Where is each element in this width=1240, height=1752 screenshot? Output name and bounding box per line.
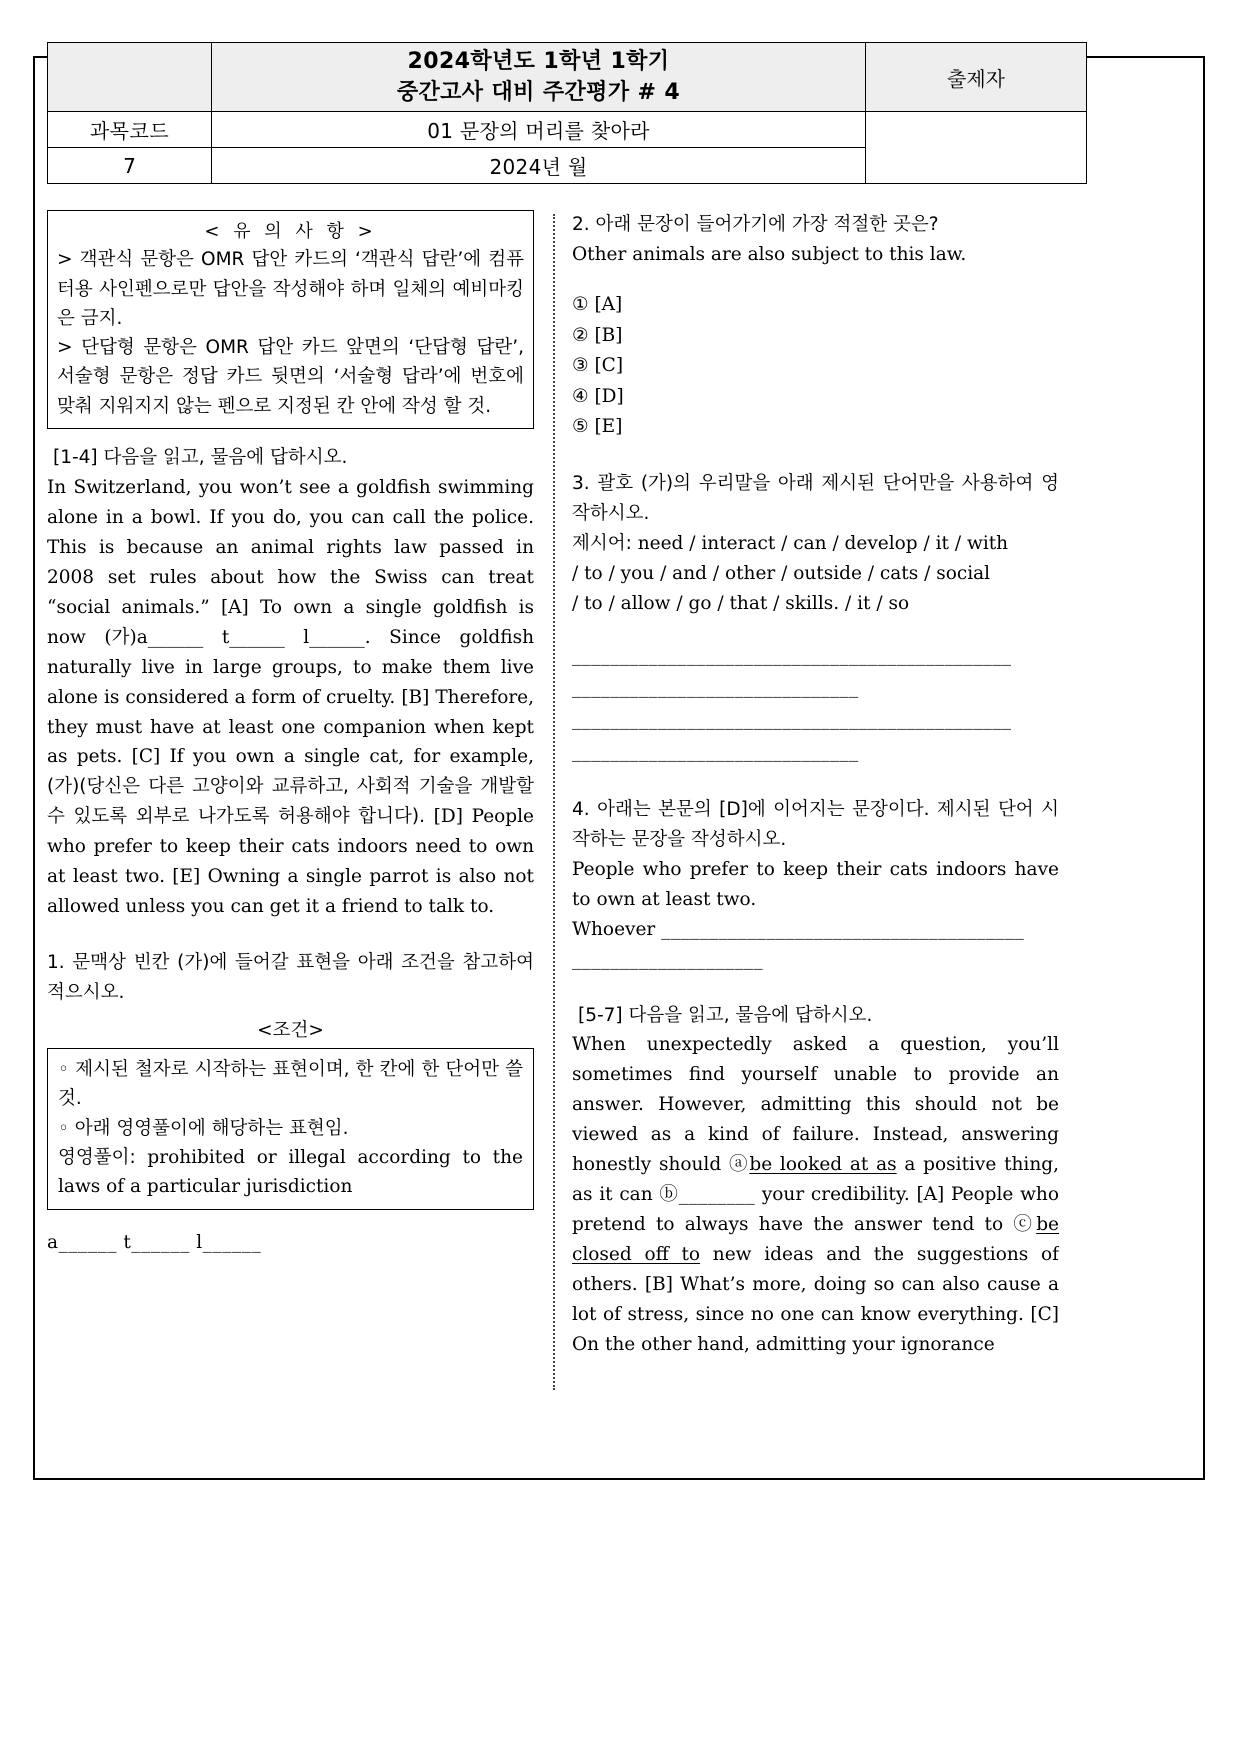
exam-date: 2024년 월 xyxy=(489,155,588,180)
condition-definition xyxy=(58,1143,523,1201)
underlined-phrase-a: be looked at as xyxy=(749,1154,897,1176)
passage-2-segment-3: your credibility. [A] People who pretend to always have the answer tend to xyxy=(572,1184,1059,1236)
page-content xyxy=(47,42,1059,1390)
condition-heading: <조건> xyxy=(257,1020,324,1042)
passage-2-segment-4: new ideas and the suggestions of others. [B] What’s more, doing so can also cause a lot of stress, since no one can know everything. [C] On the other hand, admitting your ignorance xyxy=(572,1244,1059,1356)
passage-1-korean-clause: (가)(당신은 다른 고양이와 교류하고, 사회적 기술을 개발할 수 있도록 외부로 나가도록 허용해야 합니다). xyxy=(47,776,534,828)
choice-option[interactable]: ③ [C] xyxy=(572,355,624,377)
subject-name: 01 문장의 머리를 찾아라 xyxy=(427,119,650,144)
wordbank-label: 제시어: xyxy=(572,532,638,554)
left-column xyxy=(47,210,534,1390)
condition-item-1: ◦ 제시된 철자로 시작하는 표현이며, 한 칸에 한 단어만 쓸 것. xyxy=(58,1059,523,1110)
notice-box xyxy=(47,210,534,428)
answer-line[interactable]: ______________________________________________ xyxy=(572,644,1012,666)
choice-option[interactable]: ④ [D] xyxy=(572,385,624,407)
question-4-answer-area[interactable] xyxy=(572,915,1059,975)
wordbank-line-3: / to / allow / go / that / skills. / it / so xyxy=(572,592,910,614)
answer-line[interactable]: ______________________________________ xyxy=(661,918,1025,940)
answer-line[interactable]: ______________________________________________ xyxy=(572,708,1012,730)
column-divider xyxy=(553,214,555,1390)
passage-1-part2: [D] People who prefer to keep their cats indoors need to own at least two. [E] Owning a single parrot is also not allowed unless you can get it a friend to talk to. xyxy=(47,806,534,918)
notice-title: < 유 의 사 항 > xyxy=(204,221,377,243)
passage-2-segment-1: When unexpectedly asked a question, you’ll sometimes find yourself unable to provide an answer. However, admitting this should not be viewed as a kind of failure. Instead, answering honestly should xyxy=(572,1034,1059,1176)
circled-c-marker: ⓒ xyxy=(1013,1214,1037,1236)
underlined-phrase-c: be closed off to xyxy=(572,1214,1059,1266)
wordbank-line-1: need / interact / can / develop / it / with xyxy=(637,532,1009,554)
choice-option[interactable]: ② [B] xyxy=(572,324,623,346)
spacer xyxy=(572,443,1059,469)
exam-title-line1: 2024학년도 1학년 1학기 xyxy=(407,49,670,74)
question-2-prompt: 2. 아래 문장이 들어가기에 가장 적절한 곳은? xyxy=(572,214,939,236)
exam-title-line2: 중간고사 대비 주간평가 # 4 xyxy=(396,80,681,106)
spacer xyxy=(572,769,1059,795)
passage-1-part1: In Switzerland, you won’t see a goldfish swimming alone in a bowl. If you do, you can call the police. This is because an animal rights law passed in 2008 set rules about how the Swiss can treat “social animals.” [A] To own a single goldfish is now (가)a______ t______ l______. Since goldfish naturally live in large groups, to make them live alone is considered a form of cruelty. [B] Therefore, they must have at least one companion when kept as pets. [C] If you own a single cat, for example, xyxy=(47,476,534,768)
answer-start-line[interactable] xyxy=(572,915,1059,945)
question-1-answer-blank[interactable]: a______ t______ l______ xyxy=(47,1232,262,1254)
subject-code-label-cell xyxy=(48,112,212,148)
question-1-prompt: 1. 문맥상 빈칸 (가)에 들어갈 표현을 아래 조건을 참고하여 적으시오. xyxy=(47,952,534,1004)
passage-2-body xyxy=(572,1030,1059,1360)
choice-option[interactable]: ⑤ [E] xyxy=(572,416,623,438)
spacer xyxy=(47,429,534,443)
notice-line-2: > 단답형 문항은 OMR 답안 카드 앞면의 ‘단답형 답란’, 서술형 문항은 정답 카드 뒷면의 ‘서술형 답라’에 번호에 맞춰 지워지지 않는 펜으로 지정된 칸 안에 작성 할 것. xyxy=(57,337,524,417)
header-row-subject xyxy=(48,112,1087,148)
header-blank-cell xyxy=(48,43,212,112)
passage-2-intro: [5-7] 다음을 읽고, 물음에 답하시오. xyxy=(578,1004,873,1026)
question-3-answer-area[interactable] xyxy=(572,641,1059,767)
passage-2-segment-2: a positive thing, as it can xyxy=(572,1154,1059,1206)
circled-a-marker: ⓐ xyxy=(728,1154,750,1176)
notice-line-1: > 객관식 문항은 OMR 답안 카드의 ‘객관식 답란’에 컴퓨터용 사인펜으로만 답안을 작성해야 하며 일체의 예비마킹은 금지. xyxy=(57,249,524,329)
passage-1-body xyxy=(47,473,534,923)
subject-code-value: 7 xyxy=(123,153,136,178)
definition-text: prohibited or illegal according to the laws of a particular jurisdiction xyxy=(58,1146,523,1198)
exam-header-table xyxy=(47,42,1087,184)
blank-b[interactable]: ________ xyxy=(678,1184,756,1206)
question-4-prompt: 4. 아래는 본문의 [D]에 이어지는 문장이다. 제시된 단어 시작하는 문장을 작성하시오. xyxy=(572,798,1059,850)
writer-value-cell xyxy=(866,112,1087,184)
writer-label-cell xyxy=(866,43,1087,112)
condition-item-2: ◦ 아래 영영풀이에 해당하는 표현임. xyxy=(58,1117,349,1139)
header-row-title xyxy=(48,43,1087,112)
subject-name-cell xyxy=(212,112,866,148)
question-2-sentence: Other animals are also subject to this law. xyxy=(572,244,967,266)
choice-option[interactable]: ① [A] xyxy=(572,294,623,316)
condition-box xyxy=(47,1048,534,1210)
answer-line[interactable]: ______________________________ xyxy=(572,740,859,762)
answer-start-word: Whoever xyxy=(572,918,662,940)
spacer xyxy=(47,922,534,948)
definition-label: 영영풀이: xyxy=(58,1146,148,1168)
wordbank-line xyxy=(572,529,1059,559)
question-3-wordbank xyxy=(572,529,1059,619)
two-column-body xyxy=(47,210,1059,1390)
wordbank-line-2: / to / you / and / other / outside / cats / social xyxy=(572,562,991,584)
question-2-choices xyxy=(572,290,1059,443)
writer-label: 출제자 xyxy=(947,66,1005,91)
subject-code-value-cell xyxy=(48,148,212,184)
answer-line[interactable]: ______________________________ xyxy=(572,676,859,698)
question-3-prompt: 3. 괄호 (가)의 우리말을 아래 제시된 단어만을 사용하여 영작하시오. xyxy=(572,472,1059,524)
right-column xyxy=(572,210,1059,1390)
exam-date-cell xyxy=(212,148,866,184)
spacer xyxy=(572,975,1059,1001)
passage-1-intro: [1-4] 다음을 읽고, 물음에 답하시오. xyxy=(53,446,348,468)
circled-b-marker: ⓑ xyxy=(659,1184,679,1206)
answer-line[interactable]: ____________________ xyxy=(572,948,763,970)
subject-code-label: 과목코드 xyxy=(89,119,170,144)
header-title-cell xyxy=(212,43,866,112)
question-4-given-sentence: People who prefer to keep their cats indoors have to own at least two. xyxy=(572,858,1059,910)
